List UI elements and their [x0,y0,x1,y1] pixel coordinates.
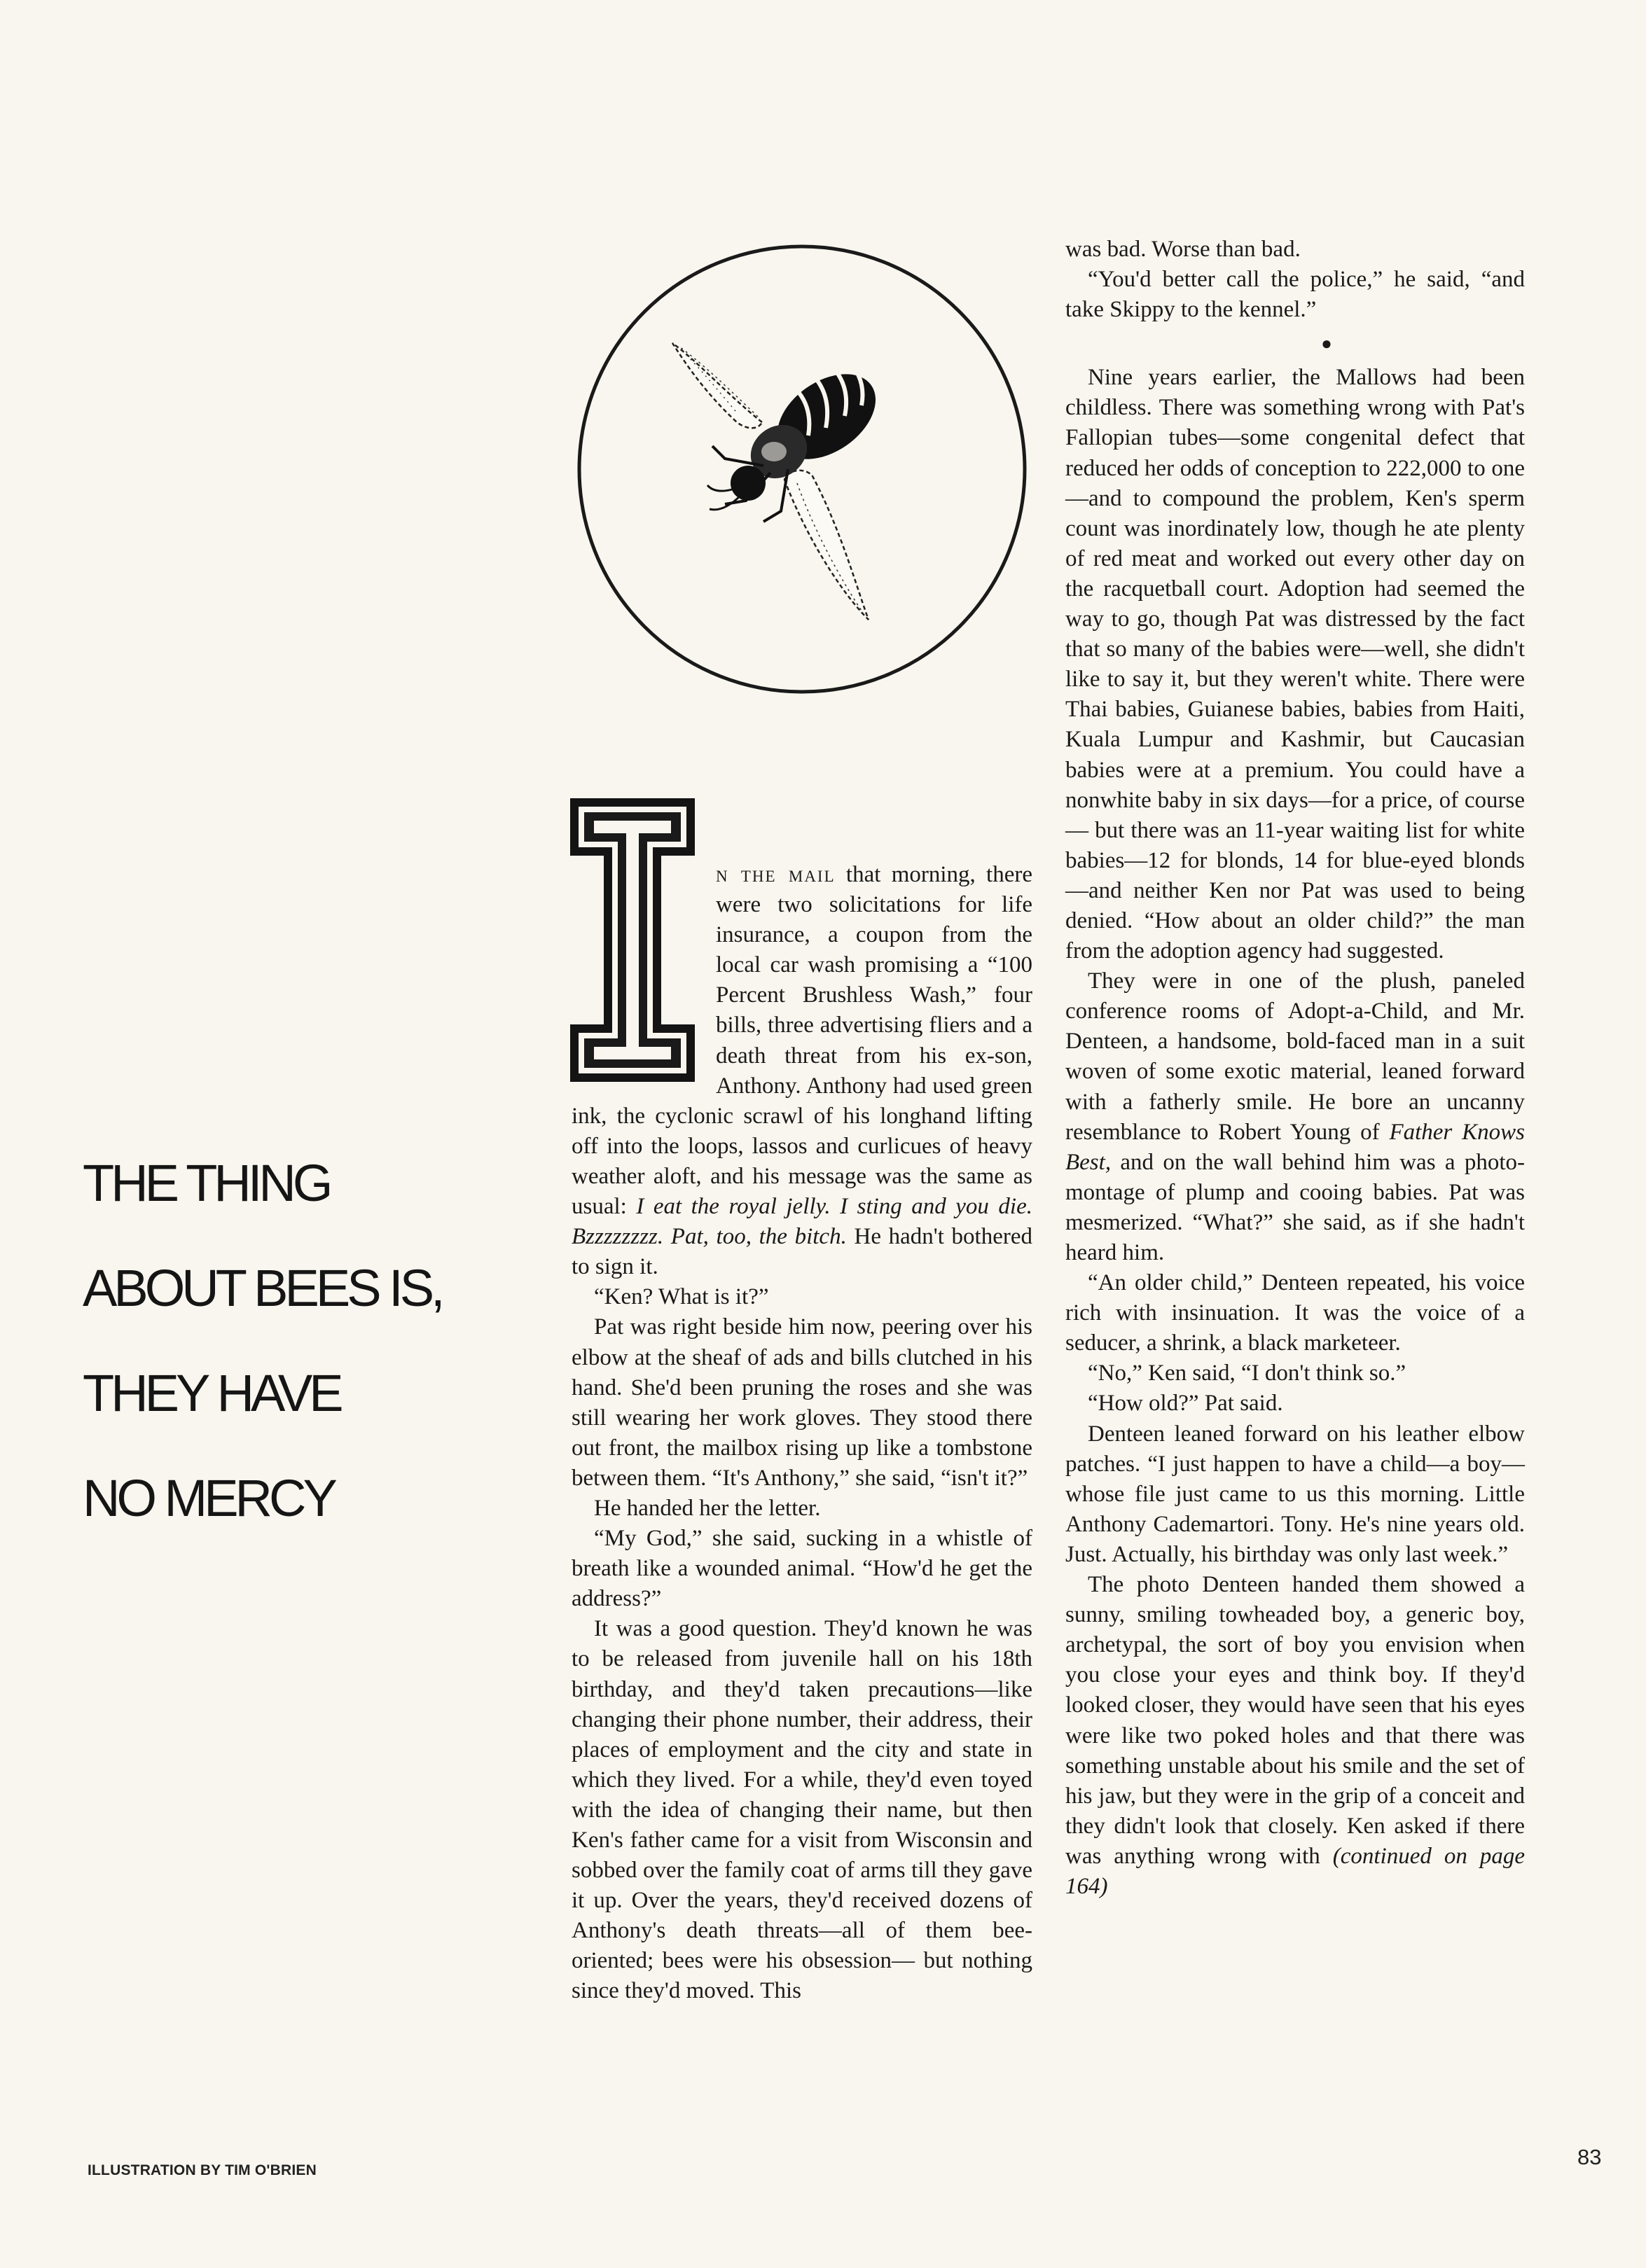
paragraph: Pat was right beside him now, peering over his elbow at the sheaf of ads and bills clutched in his hand. She'd been pruning the roses and she was still wearing her work gloves. They stood there out front, the mailbox rising up like a tombstone between them. “It's Anthony,” she said, “isn't it?” [572,1314,1032,1491]
section-separator: ● [1321,333,1332,354]
body-column-right [1065,235,1525,1902]
paragraph: Denteen leaned forward on his leather elbow patches. “I just happen to have a child—a boy—whose file just came to us this morning. Little Anthony Cademartori. Tony. He's nine years old. Just. Actually, his birthday was only last week.” [1065,1421,1525,1567]
paragraph: It was a good question. They'd known he was to be released from juvenile hall on his 18th birthday, and they'd taken precautions—like changing their phone number, their address, their places of employment and the city and state in which they lived. For a while, they'd even toyed with the idea of changing their name, but then Ken's father came for a visit from Wisconsin and sobbed over the family coat of arms till they gave it up. Over the years, they'd received dozens of Anthony's death threats—all of them bee-oriented; bees were his obsession— but nothing since they'd moved. This [572,1616,1032,2004]
show-title: Father Knows Best, [1065,1119,1525,1175]
headline-line-4: NO MERCY [83,1469,334,1527]
paragraph: They were in one of the plush, paneled conference rooms of Adopt-a-Child, and Mr. Denteen, a handsome, bold-faced man in a suit woven of some exotic material, leaned forward with a fatherly smile. He bore an uncanny resemblance to Robert Young of Father Knows Best, and on the wall behind him was a photomontage of plump and cooing babies. Pat was mesmerized. “What?” she said, as if she hadn't heard him. [1065,968,1525,1265]
paragraph: Nine years earlier, the Mallows had been childless. There was something wrong with Pat's Fallopian tubes—some congenital defect that reduced her odds of conception to 222,000 to one—and to compound the problem, Ken's sperm count was inordinately low, though he ate plenty of red meat and worked out every other day on the racquetball court. Adoption had seemed the way to go, though Pat was distressed by the fact that so many of the babies were—well, she didn't like to say it, but they weren't white. There were Thai babies, Guianese babies, babies from Haiti, Kuala Lumpur and Kashmir, but Caucasian babies were at a premium. You could have a nonwhite baby in six days—for a price, of course— but there was an 11-year waiting list for white babies—12 for blonds, 14 for blue-eyed blonds—and neither Ken nor Pat was used to being denied. “How about an older child?” the man from the adoption agency had suggested. [1065,365,1525,964]
continued-note: (continued on page 164) [1065,1843,1525,1899]
headline-line-1: THE THING [83,1154,330,1212]
headline-line-2: ABOUT BEES IS, [83,1259,442,1317]
headline-line-3: THEY HAVE [83,1364,340,1422]
illustration-credit: ILLUSTRATION BY TIM O'BRIEN [88,2162,317,2178]
lead-in: n the mail [716,862,836,887]
threat-quote: I eat the royal jelly. I sting and you die. Bzzzzzzzz. Pat, too, the bitch. [572,1194,1032,1250]
headline [83,1131,531,1551]
paragraph: “Ken? What is it?” [594,1284,769,1310]
paragraph: “An older child,” Denteen repeated, his voice rich with insinuation. It was the voice of a seducer, a shrink, a black marketeer. [1065,1270,1525,1356]
bee-icon [574,242,1030,697]
paragraph: The photo Denteen handed them showed a sunny, smiling towheaded boy, a generic boy, archetypal, the sort of boy you envision when you close your eyes and think boy. If they'd looked closer, they would have seen that his eyes were like two poked holes and that there was something unstable about his smile and the set of his jaw, but they were in the grip of a conceit and they didn't look that closely. Ken asked if there was anything wrong with (continued on page 164) [1065,1572,1525,1899]
drop-cap [570,798,695,1082]
paragraph: “How old?” Pat said. [1088,1391,1283,1417]
paragraph: was bad. Worse than bad. [1065,237,1301,262]
paragraph: n the mail that morning, there were two solicitations for life insurance, a coupon from the local car wash promising a “100 Percent Brushless Wash,” four bills, three advertising fliers and a death threat from his ex-son, Anthony. Anthony had used green ink, the cyclonic scrawl of his longhand lifting off into the loops, lassos and curlicues of heavy weather aloft, and his message was the same as usual: I eat the royal jelly. I sting and you die. Bzzzzzzzz. Pat, too, the bitch. He hadn't bothered to sign it. [572,862,1033,1280]
paragraph: “You'd better call the police,” he said, “and take Skippy to the kennel.” [1065,267,1525,323]
paragraph: He handed her the letter. [594,1495,821,1521]
page-number: 83 [1577,2145,1602,2169]
body-column-middle [572,860,1032,2007]
bee-illustration [574,242,1030,697]
paragraph: “My God,” she said, sucking in a whistle of breath like a wounded animal. “How'd he get the address?” [572,1526,1032,1612]
paragraph: “No,” Ken said, “I don't think so.” [1088,1361,1406,1386]
